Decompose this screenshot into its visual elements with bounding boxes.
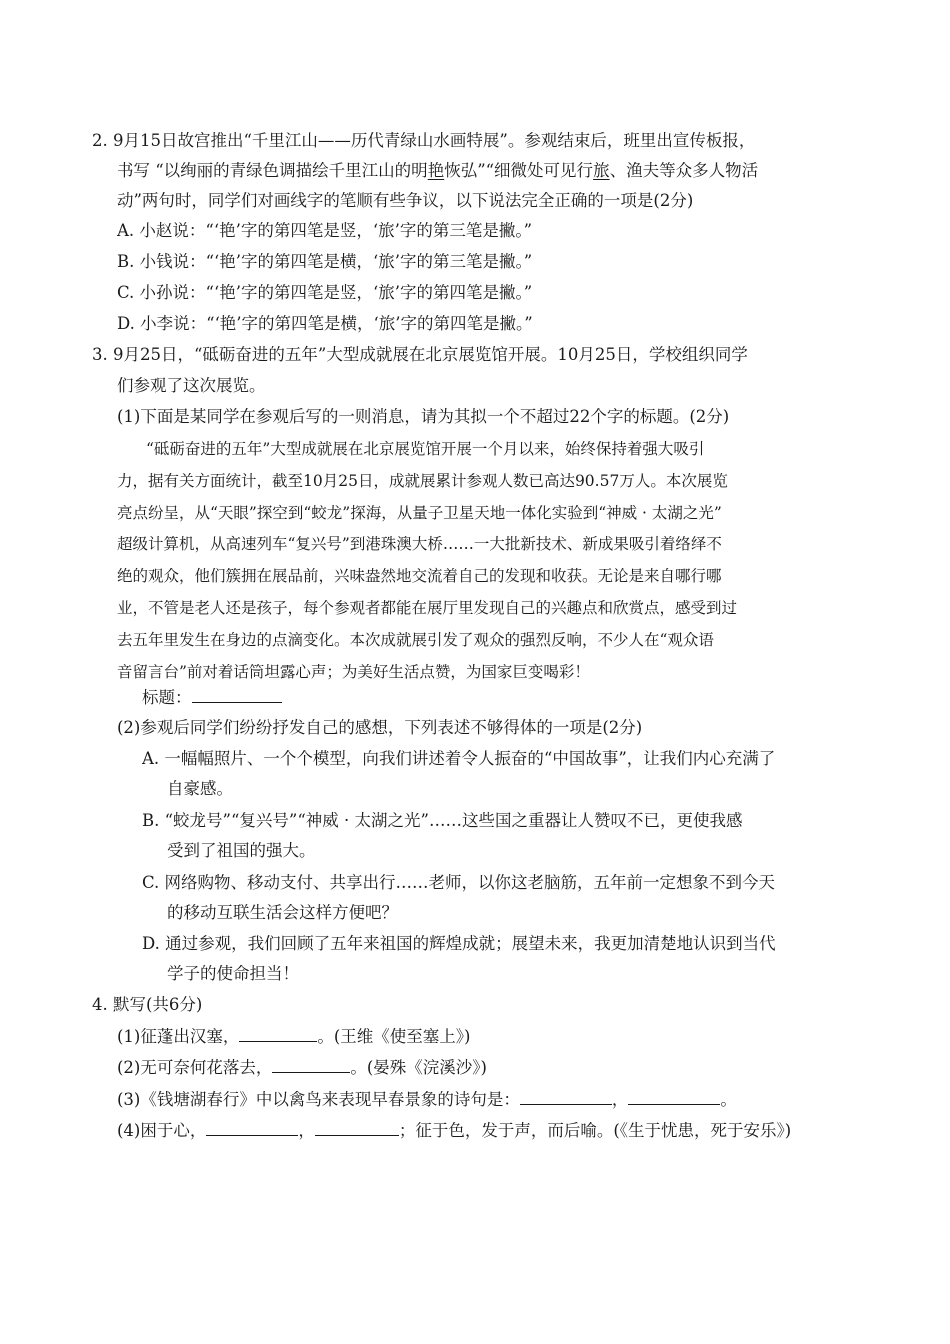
q4-item-1-suffix: 。(王维《使至塞上》) [317,1027,471,1046]
q4-item-4-suffix: ；征于色，发于声，而后喻。(《生于忧患，死于安乐》) [398,1121,792,1140]
q2-option-d[interactable]: D. 小李说：“‘艳’字的第四笔是横，‘旅’字的第四笔是撇。” [117,314,533,333]
passage-line: 力，据有关方面统计，截至10月25日，成就展累计参观人数已高达90.57万人。本次展览 [117,472,728,490]
q4-item-1-blank[interactable] [239,1025,317,1042]
q4-item-3-blank-2[interactable] [628,1088,720,1105]
q2-option-a[interactable]: A. 小赵说：“‘艳’字的第四笔是竖，‘旅’字的第三笔是撇。” [117,221,533,240]
q3-sub-2: (2)参观后同学们纷纷抒发自己的感想，下列表述不够得体的一项是(2分) [117,718,643,737]
q3-sub-1: (1)下面是某同学在参观后写的一则消息，请为其拟一个不超过22个字的标题。(2分) [117,407,730,426]
passage-line: 业，不管是老人还是孩子，每个参观者都能在展厅里发现自己的兴趣点和欣赏点，感受到过 [117,599,738,617]
q2-option-b[interactable]: B. 小钱说：“‘艳’字的第四笔是横，‘旅’字的第三笔是撇。” [117,252,533,271]
q4-item-1 [117,1025,471,1048]
q3-option-c-cont: 的移动互联生活会这样方便吧？ [167,903,398,922]
q4-item-3-prefix: (3)《钱塘湖春行》中以禽鸟来表现早春景象的诗句是： [117,1090,520,1109]
q2-line-1: 2. 9月15日故宫推出“千里江山——历代青绿山水画特展”。参观结束后，班里出宣传板报， [92,131,756,150]
q4-item-3-blank-1[interactable] [520,1088,612,1105]
passage-line: 绝的观众，他们簇拥在展品前，兴味盎然地交流着自己的发现和收获。无论是来自哪行哪 [117,567,722,585]
q3-line-1: 3. 9月25日，“砥砺奋进的五年”大型成就展在北京展览馆开展。10月25日，学校组织同学 [92,345,748,364]
q4-item-4 [117,1119,791,1142]
title-answer-blank[interactable] [192,686,282,703]
q4-item-3-sep: ， [611,1090,629,1109]
q4-item-2-blank[interactable] [272,1056,350,1073]
q4-item-2-prefix: (2)无可奈何花落去， [117,1058,273,1077]
underlined-char-lv: 旅 [593,161,610,180]
passage-line: 音留言台”前对着话筒坦露心声；为美好生活点赞，为国家巨变喝彩！ [117,663,590,681]
passage-line: 亮点纷呈，从“天眼”探空到“蛟龙”探海，从量子卫星天地一体化实验到“神威 · 太湖之光” [117,504,722,522]
q2-option-c[interactable]: C. 小孙说：“‘艳’字的第四笔是竖，‘旅’字的第四笔是撇。” [117,283,533,302]
q2-line-2-part-b: 恢弘”“细微处可见行 [444,161,594,180]
q2-line-2 [117,160,758,182]
q4-item-4-blank-2[interactable] [315,1119,399,1136]
q4-item-3-suffix: 。 [720,1090,737,1109]
title-answer-row [142,686,282,709]
underlined-char-yan: 艳 [427,161,445,180]
q3-line-2: 们参观了这次展览。 [117,376,266,395]
q3-option-a[interactable]: A. 一幅幅照片、一个个模型，向我们讲述着令人振奋的“中国故事”，让我们内心充满了 [142,749,776,768]
passage-line: 去五年里发生在身边的点滴变化。本次成就展引发了观众的强烈反响，不少人在“观众语 [117,631,714,649]
q4-item-2-suffix: 。(晏殊《浣溪沙》) [350,1058,487,1077]
q4-item-1-prefix: (1)征蓬出汉塞， [117,1027,240,1046]
q3-option-d-cont: 学子的使命担当！ [167,964,299,983]
q2-line-2-part-c: 、渔夫等众多人物活 [609,161,759,180]
q3-option-c[interactable]: C. 网络购物、移动支付、共享出行……老师，以你这老脑筋，五年前一定想象不到今天 [142,873,776,892]
q2-line-3: 动”两句时，同学们对画线字的笔顺有些争议，以下说法完全正确的一项是(2分) [117,191,694,210]
q3-option-a-cont: 自豪感。 [167,779,233,798]
q4-item-3 [117,1088,737,1111]
q3-option-d[interactable]: D. 通过参观，我们回顾了五年来祖国的辉煌成就；展望未来，我更加清楚地认识到当代 [142,934,776,953]
q4-heading: 4. 默写(共6分) [92,995,203,1014]
q3-option-b-cont: 受到了祖国的强大。 [167,841,316,860]
q4-item-2 [117,1056,487,1079]
passage-line: 超级计算机，从高速列车“复兴号”到港珠澳大桥……一大批新技术、新成果吸引着络绎不 [117,535,722,553]
q4-item-4-blank-1[interactable] [206,1119,298,1136]
title-label: 标题： [142,688,192,707]
q4-item-4-sep: ， [298,1121,315,1140]
passage-line: “砥砺奋进的五年”大型成就展在北京展览馆开展一个月以来，始终保持着强大吸引 [146,440,705,458]
q3-option-b[interactable]: B. “蛟龙号”“复兴号”“神威 · 太湖之光”……这些国之重器让人赞叹不已，更使我感 [142,811,743,830]
q4-item-4-prefix: (4)困于心， [117,1121,207,1140]
q2-line-2-part-a: 书写 “以绚丽的青绿色调描绘千里江山的明 [117,161,428,180]
